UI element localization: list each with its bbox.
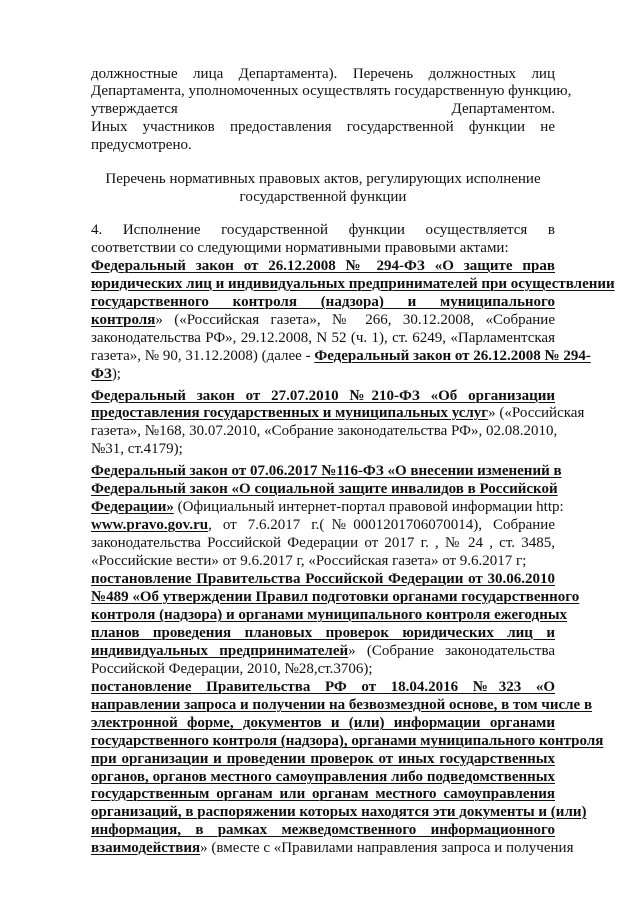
body-line [91, 607, 568, 624]
intro-line [91, 66, 555, 83]
underlined-act-reference: информация, в рамках межведомственного информационного [91, 822, 555, 838]
line-text: предусмотрено. [91, 137, 192, 153]
line-text: утверждается Департаментом. [91, 101, 555, 117]
body-line [91, 312, 555, 329]
body-line [91, 366, 555, 383]
intro-line [91, 137, 555, 154]
body-line [91, 535, 555, 552]
body-line [91, 463, 562, 480]
underlined-act-reference: Федеральный закон от 27.07.2010 №210-ФЗ «Об организации [91, 388, 555, 404]
line-text: Департамента, уполномоченных осуществлять государственную функцию, [91, 83, 572, 99]
body-line [91, 840, 574, 857]
line-text: должностные лица Департамента). Перечень должностных лиц [91, 66, 555, 82]
body-line [91, 697, 593, 714]
underlined-act-reference: контроля [91, 312, 156, 328]
underlined-act-reference: постановление Правительства РФ от 18.04.2016 №323 «О [91, 679, 555, 695]
intro-line [91, 119, 555, 136]
section-heading-line: Перечень нормативных правовых актов, регулирующих исполнение [105, 171, 541, 187]
line-text: Российской Федерации, 2010, №28,ст.3706); [91, 661, 373, 677]
body-line [91, 294, 555, 311]
body-line [91, 643, 555, 660]
underlined-act-reference: постановление Правительства Российской Федерации от 30.06.2010 [91, 571, 555, 587]
underlined-act-reference: предоставления государственных и муниципальных услуг [91, 405, 489, 421]
underlined-act-reference: организаций, в распоряжении которых находятся эти документы и (или) [91, 804, 587, 820]
underlined-act-reference: органов, органов местного самоуправления либо подведомственных [91, 769, 555, 785]
body-line [91, 804, 587, 821]
body-line [91, 330, 555, 347]
line-text: законодательства РФ», 29.12.2008, N 52 (ч. 1), ст. 6249, «Парламентская [91, 330, 555, 346]
underlined-act-reference: планов проведения плановых проверок юридических лиц и [91, 625, 555, 641]
underlined-act-reference: государственного контроля (надзора) и муниципального [91, 294, 555, 310]
line-text: №31, ст.4179); [91, 441, 183, 457]
line-text: газета», № 90, 31.12.2008) (далее - [91, 348, 315, 364]
underlined-act-reference: Федеральный закон от 07.06.2017 №116-ФЗ «О внесении изменений в [91, 463, 562, 479]
body-line [91, 822, 555, 839]
body-line [91, 348, 591, 365]
body-line [91, 571, 555, 588]
body-line [91, 589, 580, 606]
line-text: 4. Исполнение государственной функции осуществляется в [91, 222, 555, 238]
line-text: » (Собрание законодательства [348, 643, 556, 659]
intro-line [91, 101, 555, 118]
underlined-act-reference: государственным органам или органам местного самоуправления [91, 786, 555, 802]
body-line [91, 405, 585, 422]
body-line [91, 222, 555, 239]
line-text: «Российские вести» от 9.6.2017 г, «Российская газета» от 9.6.2017 г; [91, 553, 527, 569]
line-text: (Официальный интернет-портал правовой информации http: [173, 499, 564, 515]
section-heading-line: государственной функции [239, 189, 407, 205]
line-text: » («Российская [488, 405, 585, 421]
line-text: газета», №168, 30.07.2010, «Собрание законодательства РФ», 02.08.2010, [91, 423, 558, 439]
line-text: , от 7.6.2017 г.(№0001201706070014), Собрание [208, 517, 555, 533]
body-line [91, 441, 555, 458]
underlined-act-reference: электронной форме, документов и (или) информации органами [91, 715, 555, 731]
line-text: » (вместе с «Правилами направления запроса и получения [200, 840, 574, 856]
body-line [91, 769, 555, 786]
underlined-act-reference: ФЗ [91, 366, 112, 382]
line-text: » («Российская газета», № 266, 30.12.2008, «Собрание [155, 312, 555, 328]
line-text: соответствии со следующими нормативными правовыми актами: [91, 240, 509, 256]
underlined-act-reference: Федерации» [91, 499, 174, 515]
body-line [91, 786, 555, 803]
line-text: ); [111, 366, 121, 382]
underlined-act-reference: www.pravo.gov.ru [91, 517, 209, 533]
body-line [91, 661, 555, 678]
body-line [91, 625, 555, 642]
line-text: законодательства Российской Федерации от 2017 г. , № 24 , ст. 3485, [91, 535, 555, 551]
underlined-act-reference: Федеральный закон «О социальной защите инвалидов в Российской [91, 481, 558, 497]
underlined-act-reference: контроля (надзора) и органами муниципального контроля ежегодных [91, 607, 568, 623]
body-line [91, 499, 564, 516]
body-line [91, 733, 604, 750]
body-line [91, 517, 555, 534]
underlined-act-reference: юридических лиц и индивидуальных предпринимателей при осуществлении [91, 276, 615, 292]
underlined-act-reference: государственного контроля (надзора), органами муниципального контроля [91, 733, 604, 749]
underlined-act-reference: Федеральный закон от 26.12.2008 № 294-ФЗ «О защите прав [91, 258, 555, 274]
intro-line [91, 83, 572, 100]
line-text: Иных участников предоставления государственной функции не [91, 119, 555, 135]
underlined-act-reference: направлении запроса и получении на безвозмездной основе, в том числе в [91, 697, 593, 713]
body-line [91, 276, 615, 293]
body-line [91, 751, 555, 768]
body-line [91, 553, 555, 570]
body-line [91, 679, 555, 696]
body-line [91, 423, 558, 440]
underlined-act-reference: взаимодействия [91, 840, 201, 856]
underlined-act-reference: индивидуальных предпринимателей [91, 643, 349, 659]
underlined-act-reference: №489 «Об утверждении Правил подготовки органами государственного [91, 589, 580, 605]
body-line [91, 240, 555, 257]
body-line [91, 388, 555, 405]
underlined-act-reference: при организации и проведении проверок от иных государственных [91, 751, 555, 767]
body-line [91, 715, 555, 732]
body-line [91, 481, 558, 498]
body-line [91, 258, 555, 275]
underlined-act-reference: Федеральный закон от 26.12.2008 № 294- [314, 348, 591, 364]
